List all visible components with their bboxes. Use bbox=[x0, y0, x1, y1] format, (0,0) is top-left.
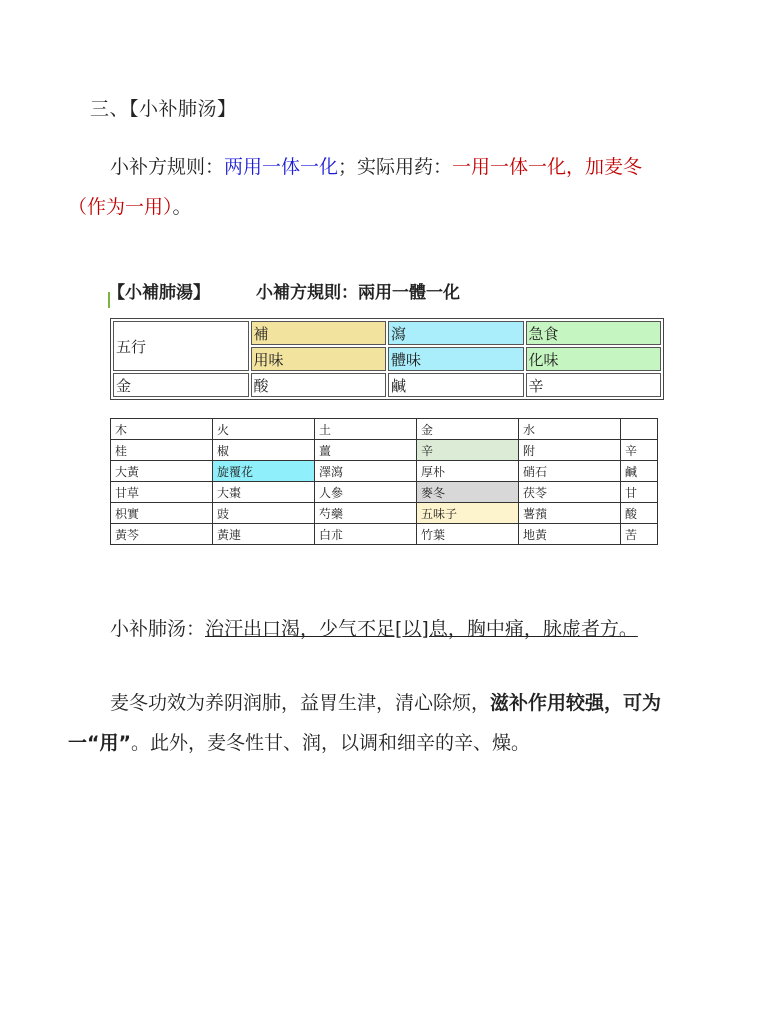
table-cell: 桂 bbox=[111, 440, 213, 461]
row-label: 五行 bbox=[113, 321, 249, 371]
cell-yongwei: 用味 bbox=[251, 347, 387, 371]
table-cell: 大棗 bbox=[213, 482, 315, 503]
section-heading: 三、【小补肺汤】 bbox=[90, 98, 237, 120]
table-cell: 麥冬 bbox=[417, 482, 519, 503]
cell-huawei: 化味 bbox=[526, 347, 662, 371]
table-cell: 厚朴 bbox=[417, 461, 519, 482]
table-cell: 旋覆花 bbox=[213, 461, 315, 482]
table-cell: 黃連 bbox=[213, 524, 315, 545]
table-cell: 水 bbox=[519, 419, 621, 440]
table-cell: 黃芩 bbox=[111, 524, 213, 545]
figure-1 bbox=[108, 274, 664, 400]
rule-line-1 bbox=[110, 152, 642, 182]
table-cell: 白朮 bbox=[315, 524, 417, 545]
maidong-bold-a: 滋补作用较强，可为 bbox=[490, 692, 662, 714]
formula-paragraph bbox=[110, 614, 638, 644]
table-cell: 鹹 bbox=[621, 461, 658, 482]
maidong-line-1 bbox=[110, 688, 661, 718]
table-row bbox=[111, 440, 658, 461]
table-cell: 竹葉 bbox=[417, 524, 519, 545]
cell-xie: 瀉 bbox=[388, 321, 524, 345]
cell-tiwei: 體味 bbox=[388, 347, 524, 371]
table-cell: 火 bbox=[213, 419, 315, 440]
table-cell: 大黃 bbox=[111, 461, 213, 482]
cell-jin: 金 bbox=[113, 373, 249, 397]
maidong-line-2 bbox=[68, 728, 530, 758]
table-row bbox=[111, 419, 658, 440]
table-cell: 硝石 bbox=[519, 461, 621, 482]
table-cell: 地黃 bbox=[519, 524, 621, 545]
table-cell: 附 bbox=[519, 440, 621, 461]
table-row bbox=[111, 503, 658, 524]
cell-xian: 鹹 bbox=[388, 373, 524, 397]
table-cell: 木 bbox=[111, 419, 213, 440]
table-cell: 甘 bbox=[621, 482, 658, 503]
cell-jishi: 急食 bbox=[526, 321, 662, 345]
wuxing-table bbox=[110, 318, 664, 400]
table-cell: 五味子 bbox=[417, 503, 519, 524]
table-cell: 辛 bbox=[417, 440, 519, 461]
table-cell: 薑 bbox=[315, 440, 417, 461]
table-cell: 薯蕷 bbox=[519, 503, 621, 524]
table-row bbox=[111, 524, 658, 545]
rule-sep: ；实际用药： bbox=[338, 156, 453, 178]
maidong-bold-b: 一“用” bbox=[68, 732, 131, 754]
table-cell: 酸 bbox=[621, 503, 658, 524]
figure-1-title-right: 小補方規則：兩用一體一化 bbox=[256, 283, 460, 303]
table-cell: 苦 bbox=[621, 524, 658, 545]
table-cell: 土 bbox=[315, 419, 417, 440]
cell-xin: 辛 bbox=[526, 373, 662, 397]
table-cell: 金 bbox=[417, 419, 519, 440]
rule-actual: 一用一体一化，加麦冬 bbox=[452, 156, 643, 178]
table-cell: 芍藥 bbox=[315, 503, 417, 524]
rule-line-2 bbox=[68, 192, 192, 222]
table-row bbox=[111, 482, 658, 503]
figure-1-title-left: 【小補肺湯】 bbox=[108, 283, 210, 303]
rule-blue: 两用一体一化 bbox=[224, 156, 339, 178]
table-cell: 澤瀉 bbox=[315, 461, 417, 482]
cell-bu: 補 bbox=[251, 321, 387, 345]
table-cell: 人參 bbox=[315, 482, 417, 503]
table-cell: 辛 bbox=[621, 440, 658, 461]
table-cell: 豉 bbox=[213, 503, 315, 524]
maidong-text-b: 。此外，麦冬性甘、润，以调和细辛的辛、燥。 bbox=[130, 732, 530, 754]
rule-end: 。 bbox=[172, 196, 192, 218]
herb-table bbox=[110, 418, 658, 545]
rule-actual-2: （作为一用） bbox=[68, 196, 173, 218]
table-cell: 椒 bbox=[213, 440, 315, 461]
table-cell: 枳實 bbox=[111, 503, 213, 524]
formula-label: 小补肺汤： bbox=[110, 618, 206, 640]
table-cell: 甘草 bbox=[111, 482, 213, 503]
formula-text: 治汗出口渴，少气不足[以]息，胸中痛，脉虚者方。 bbox=[205, 618, 638, 640]
table-cell: 茯苓 bbox=[519, 482, 621, 503]
table-cell bbox=[621, 419, 658, 440]
table-row bbox=[111, 461, 658, 482]
figure-2 bbox=[110, 418, 658, 545]
cell-suan: 酸 bbox=[251, 373, 387, 397]
maidong-text-a: 麦冬功效为养阴润肺，益胃生津，清心除烦， bbox=[110, 692, 491, 714]
figure-1-title bbox=[108, 274, 664, 308]
rule-label: 小补方规则： bbox=[110, 156, 225, 178]
